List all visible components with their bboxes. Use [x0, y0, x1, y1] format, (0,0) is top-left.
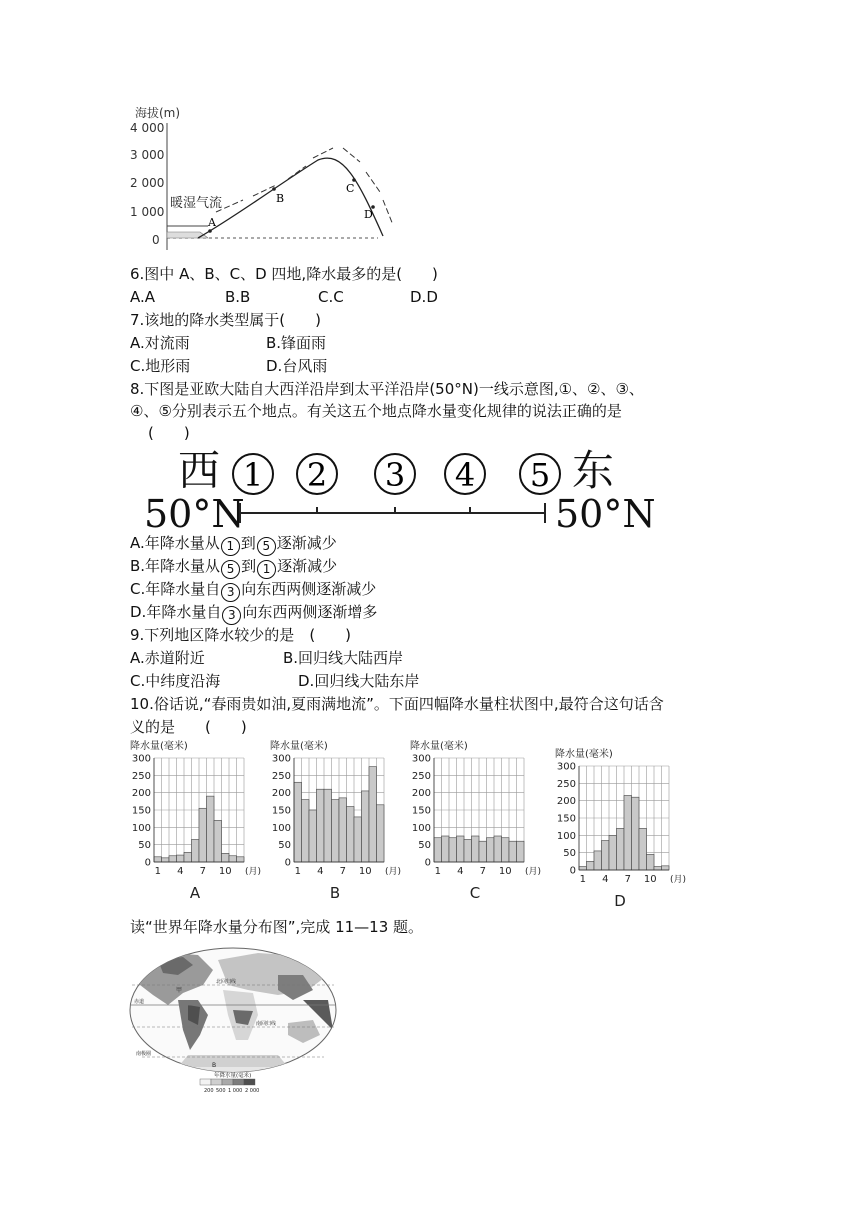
bar-month-5: [464, 839, 472, 862]
bar-month-7: [624, 795, 632, 870]
bar-month-6: [192, 839, 200, 862]
y-tick-label: 50: [563, 848, 576, 860]
west-label: 西: [178, 446, 221, 495]
bar-month-4: [317, 789, 325, 862]
lat-right-label: 50°N: [555, 492, 656, 535]
y-tick-label: 100: [411, 822, 431, 834]
chart-title: 降水量(毫米): [410, 741, 468, 752]
precip-chart-a[interactable]: [128, 738, 263, 910]
svg-text:1: 1: [242, 456, 264, 494]
east-label: 东: [572, 446, 615, 495]
x-tick-label: 1: [154, 866, 161, 877]
x-unit-label: (月): [245, 867, 262, 877]
x-tick-label: 10: [358, 866, 372, 877]
q8-stem-line3: ( ): [148, 424, 190, 442]
bar-month-3: [449, 838, 457, 862]
bar-month-9: [494, 836, 502, 862]
y-tick-label: 200: [411, 788, 431, 800]
y-tick-label: 200: [271, 788, 291, 800]
bar-month-7: [199, 808, 207, 862]
x-unit-label: (月): [525, 867, 542, 877]
legend-swatch: [222, 1079, 233, 1085]
chart-caption: C: [469, 884, 481, 902]
y-tick-label: 250: [556, 778, 576, 790]
y-tick-label: 150: [411, 805, 431, 817]
bar-month-2: [442, 836, 450, 862]
latitude-transect-diagram: [140, 445, 660, 535]
bar-month-1: [294, 782, 302, 862]
q10-stem-line1: 10.俗话说,“春雨贵如油,夏雨满地流”。下面四幅降水量柱状图中,最符合这句话含: [130, 695, 664, 713]
point-d-label: D: [364, 208, 373, 221]
precip-chart-d[interactable]: [553, 746, 688, 918]
site-circle: 3: [221, 583, 240, 602]
q8-option-b[interactable]: B.年降水量从 5 到 1 逐渐减少: [130, 555, 337, 579]
bar-month-12: [237, 857, 245, 862]
x-tick-label: 4: [602, 874, 609, 885]
x-tick-label: 7: [199, 866, 206, 877]
point-a-label: A: [208, 216, 216, 229]
q9-option-c[interactable]: C.中纬度沿海: [130, 672, 221, 690]
bar-month-7: [479, 841, 487, 862]
y-tick-label: 50: [278, 840, 291, 852]
bar-month-8: [487, 838, 495, 862]
site-circle: 1: [257, 560, 276, 579]
y-tick-label: 100: [131, 822, 151, 834]
q6-option-a[interactable]: A.A: [130, 288, 156, 306]
q8-option-c[interactable]: C.年降水量自 3 向东西两侧逐渐减少: [130, 578, 376, 602]
chart-caption: D: [614, 892, 626, 910]
bar-month-11: [509, 841, 517, 862]
q9-stem: 9.下列地区降水较少的是 ( ): [130, 626, 352, 644]
map-label-b: B: [212, 1062, 217, 1069]
bar-month-5: [184, 852, 192, 862]
bar-month-1: [154, 857, 162, 862]
bar-month-9: [639, 828, 647, 870]
bar-month-5: [324, 789, 332, 862]
q7-option-d[interactable]: D.台风雨: [266, 357, 328, 375]
map-label-antarctic-circle: 南极圈: [136, 1051, 152, 1057]
bar-month-7: [339, 798, 347, 862]
site-circle: 1: [221, 537, 240, 556]
y-tick-label: 150: [131, 805, 151, 817]
bar-month-12: [517, 841, 525, 862]
q7-option-c[interactable]: C.地形雨: [130, 357, 191, 375]
q7-option-a[interactable]: A.对流雨: [130, 334, 190, 352]
site-circle: 3: [222, 606, 241, 625]
x-tick-label: 1: [434, 866, 441, 877]
site-circle: 5: [257, 537, 276, 556]
y-tick-label: 0: [569, 865, 576, 877]
q6-option-b[interactable]: B.B: [225, 288, 251, 306]
chart-title: 降水量(毫米): [555, 749, 613, 760]
site-1: [233, 454, 273, 494]
legend-value-2000: 2 000: [245, 1088, 260, 1094]
x-unit-label: (月): [385, 867, 402, 877]
bar-month-2: [302, 800, 310, 862]
q9-option-a[interactable]: A.赤道附近: [130, 649, 205, 667]
y-tick-label: 50: [418, 840, 431, 852]
intro-q11-13: 读“世界年降水量分布图”,完成 11—13 题。: [130, 918, 424, 936]
q8-stem-line2: ④、⑤分别表示五个地点。有关这五个地点降水量变化规律的说法正确的是: [130, 402, 622, 420]
bar-month-8: [207, 796, 215, 862]
chart-title: 降水量(毫米): [130, 741, 188, 752]
ytick-0: 0: [152, 233, 160, 247]
svg-text:2: 2: [306, 456, 328, 494]
bar-month-11: [654, 867, 662, 870]
bar-month-3: [594, 851, 602, 870]
x-tick-label: 7: [339, 866, 346, 877]
q6-option-c[interactable]: C.C: [318, 288, 344, 306]
bar-month-11: [369, 767, 377, 862]
y-tick-label: 300: [556, 761, 576, 773]
chart-title: 降水量(毫米): [270, 741, 328, 752]
bar-month-5: [609, 835, 617, 870]
legend-swatch: [233, 1079, 244, 1085]
q9-option-b[interactable]: B.回归线大陆西岸: [283, 649, 404, 667]
bar-month-2: [162, 858, 170, 862]
y-tick-label: 150: [271, 805, 291, 817]
ytick-2000: 2 000: [130, 176, 165, 190]
y-tick-label: 250: [271, 770, 291, 782]
bar-month-4: [602, 841, 610, 870]
site-4: [445, 454, 485, 494]
q9-option-d[interactable]: D.回归线大陆东岸: [298, 672, 420, 690]
map-label-equator: 赤道: [134, 999, 145, 1005]
ytick-3000: 3 000: [130, 148, 165, 162]
site-2: [297, 454, 337, 494]
bar-month-11: [229, 856, 237, 862]
y-tick-label: 150: [556, 813, 576, 825]
y-tick-label: 300: [271, 753, 291, 765]
x-tick-label: 10: [498, 866, 512, 877]
lat-left-label: 50°N: [144, 492, 245, 535]
bar-month-6: [332, 800, 340, 862]
x-tick-label: 7: [479, 866, 486, 877]
q7-option-b[interactable]: B.锋面雨: [266, 334, 327, 352]
bar-month-6: [617, 828, 625, 870]
site-3: [375, 454, 415, 494]
chart-caption: A: [189, 884, 201, 902]
y-tick-label: 100: [556, 830, 576, 842]
x-tick-label: 10: [218, 866, 232, 877]
y-tick-label: 200: [556, 796, 576, 808]
map-legend: [200, 1079, 255, 1085]
bar-month-1: [579, 867, 587, 870]
x-tick-label: 10: [643, 874, 657, 885]
q8-option-a[interactable]: A.年降水量从 1 到 5 逐渐减少: [130, 532, 337, 556]
legend-value-200: 200: [204, 1088, 214, 1094]
warm-humid-airflow-label: 暖湿气流: [170, 196, 223, 211]
bar-month-4: [457, 836, 465, 862]
ytick-1000: 1 000: [130, 205, 165, 219]
x-tick-label: 7: [624, 874, 631, 885]
precip-chart-c[interactable]: [408, 738, 543, 910]
x-tick-label: 4: [177, 866, 184, 877]
bar-month-3: [169, 856, 177, 862]
x-tick-label: 4: [457, 866, 464, 877]
bar-month-8: [632, 797, 640, 870]
mountain-profile: [198, 158, 383, 238]
bar-month-8: [347, 807, 355, 862]
bar-month-2: [587, 861, 595, 870]
map-label-jia: 甲: [176, 987, 183, 994]
bar-month-10: [502, 838, 510, 862]
bar-month-10: [362, 791, 370, 862]
q8-option-d[interactable]: D.年降水量自 3 向东西两侧逐渐增多: [130, 601, 377, 625]
chart-caption: B: [329, 884, 341, 902]
q7-stem: 7.该地的降水类型属于( ): [130, 311, 322, 329]
y-tick-label: 200: [131, 788, 151, 800]
site-5: [520, 454, 560, 494]
map-legend-title: 年降水量(毫米): [214, 1073, 252, 1079]
ytick-4000: 4 000: [130, 121, 165, 135]
bar-month-10: [647, 854, 655, 870]
q6-option-d[interactable]: D.D: [410, 288, 438, 306]
y-tick-label: 0: [144, 857, 151, 869]
x-tick-label: 1: [579, 874, 586, 885]
y-tick-label: 250: [411, 770, 431, 782]
y-tick-label: 300: [411, 753, 431, 765]
legend-value-500: 500: [216, 1088, 226, 1094]
legend-swatch: [211, 1079, 222, 1085]
y-tick-label: 50: [138, 840, 151, 852]
x-unit-label: (月): [670, 875, 687, 885]
svg-text:3: 3: [384, 456, 406, 494]
x-tick-label: 1: [294, 866, 301, 877]
map-label-tropic-capricorn: 南回归线: [256, 1021, 277, 1027]
orographic-diagram: [128, 100, 418, 260]
x-tick-label: 4: [317, 866, 324, 877]
y-tick-label: 250: [131, 770, 151, 782]
y-tick-label: 300: [131, 753, 151, 765]
bar-month-12: [377, 805, 385, 862]
bar-month-1: [434, 838, 442, 862]
q8-stem-line1: 8.下图是亚欧大陆自大西洋沿岸到太平洋沿岸(50°N)一线示意图,①、②、③、: [130, 380, 644, 398]
point-c-label: C: [346, 182, 355, 195]
y-tick-label: 0: [424, 857, 431, 869]
y-tick-label: 0: [284, 857, 291, 869]
bar-month-9: [214, 820, 222, 862]
point-b-label: B: [276, 192, 285, 205]
legend-value-1000: 1 000: [228, 1088, 243, 1094]
legend-swatch: [200, 1079, 211, 1085]
bar-month-10: [222, 853, 230, 862]
altitude-axis-label: 海拔(m): [135, 106, 181, 120]
bar-month-6: [472, 836, 480, 862]
precip-chart-b[interactable]: [268, 738, 403, 910]
bar-month-3: [309, 810, 317, 862]
q6-stem: 6.图中 A、B、C、D 四地,降水最多的是( ): [130, 265, 438, 283]
legend-swatch: [244, 1079, 255, 1085]
bar-month-9: [354, 817, 362, 862]
svg-text:5: 5: [529, 456, 551, 494]
map-label-tropic-cancer: 北回归线: [216, 979, 237, 985]
bar-month-12: [662, 866, 670, 870]
y-tick-label: 100: [271, 822, 291, 834]
svg-text:4: 4: [454, 456, 476, 494]
site-circle: 5: [221, 560, 240, 579]
q10-stem-line2: 义的是 ( ): [130, 718, 247, 736]
bar-month-4: [177, 855, 185, 862]
world-precipitation-map: [128, 945, 338, 1095]
